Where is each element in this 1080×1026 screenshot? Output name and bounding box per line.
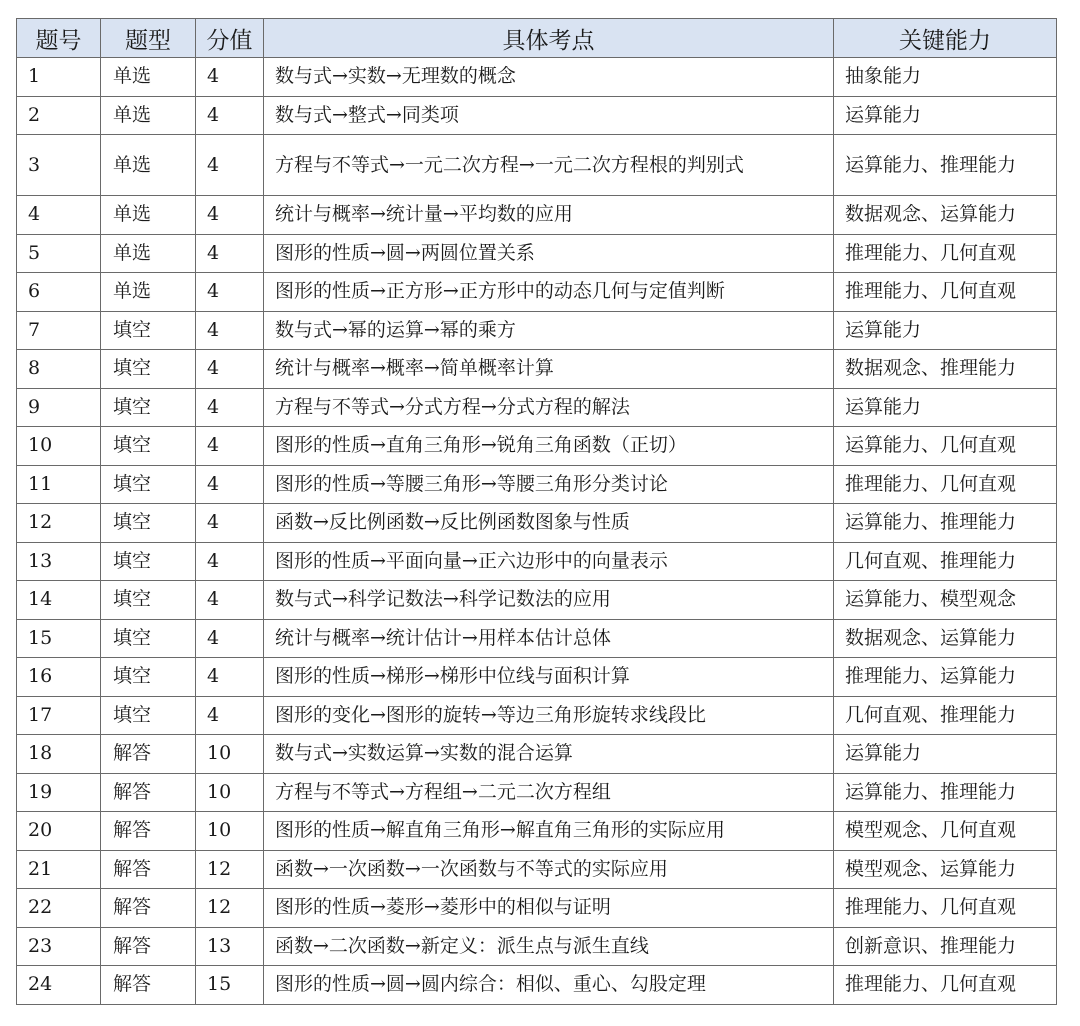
cell-num: 12 — [17, 504, 101, 543]
cell-num: 23 — [17, 927, 101, 966]
cell-score: 4 — [196, 273, 264, 312]
table-row — [17, 388, 1057, 427]
cell-point: 函数→一次函数→一次函数与不等式的实际应用 — [264, 850, 834, 889]
cell-score: 12 — [196, 850, 264, 889]
cell-point: 数与式→实数→无理数的概念 — [264, 58, 834, 97]
table-row — [17, 927, 1057, 966]
cell-type: 填空 — [101, 542, 196, 581]
cell-ability: 推理能力、运算能力 — [834, 658, 1057, 697]
cell-score: 10 — [196, 735, 264, 774]
cell-ability: 运算能力、推理能力 — [834, 504, 1057, 543]
cell-type: 填空 — [101, 388, 196, 427]
cell-type: 单选 — [101, 273, 196, 312]
cell-point: 方程与不等式→一元二次方程→一元二次方程根的判别式 — [264, 135, 834, 196]
cell-type: 解答 — [101, 735, 196, 774]
table-row — [17, 889, 1057, 928]
cell-score: 10 — [196, 812, 264, 851]
cell-type: 单选 — [101, 196, 196, 235]
cell-num: 4 — [17, 196, 101, 235]
cell-point: 数与式→整式→同类项 — [264, 96, 834, 135]
table-row — [17, 504, 1057, 543]
cell-point: 图形的性质→梯形→梯形中位线与面积计算 — [264, 658, 834, 697]
table-row — [17, 311, 1057, 350]
cell-num: 20 — [17, 812, 101, 851]
cell-ability: 运算能力 — [834, 96, 1057, 135]
table-row — [17, 850, 1057, 889]
cell-num: 7 — [17, 311, 101, 350]
cell-num: 5 — [17, 234, 101, 273]
table-row — [17, 812, 1057, 851]
cell-num: 15 — [17, 619, 101, 658]
table-row — [17, 58, 1057, 97]
cell-ability: 运算能力、模型观念 — [834, 581, 1057, 620]
cell-score: 4 — [196, 311, 264, 350]
cell-num: 13 — [17, 542, 101, 581]
cell-num: 24 — [17, 966, 101, 1005]
table-row — [17, 581, 1057, 620]
cell-ability: 数据观念、运算能力 — [834, 619, 1057, 658]
cell-score: 4 — [196, 196, 264, 235]
cell-point: 统计与概率→统计量→平均数的应用 — [264, 196, 834, 235]
cell-point: 图形的性质→圆→两圆位置关系 — [264, 234, 834, 273]
table-header-row — [17, 19, 1057, 58]
cell-point: 图形的性质→正方形→正方形中的动态几何与定值判断 — [264, 273, 834, 312]
cell-point: 函数→二次函数→新定义：派生点与派生直线 — [264, 927, 834, 966]
cell-score: 4 — [196, 234, 264, 273]
cell-type: 解答 — [101, 850, 196, 889]
cell-ability: 创新意识、推理能力 — [834, 927, 1057, 966]
cell-type: 填空 — [101, 465, 196, 504]
exam-analysis-table — [16, 18, 1057, 1005]
cell-point: 数与式→幂的运算→幂的乘方 — [264, 311, 834, 350]
cell-type: 填空 — [101, 504, 196, 543]
table-row — [17, 735, 1057, 774]
table-row — [17, 696, 1057, 735]
cell-num: 9 — [17, 388, 101, 427]
table-row — [17, 196, 1057, 235]
cell-score: 13 — [196, 927, 264, 966]
cell-type: 填空 — [101, 619, 196, 658]
cell-type: 填空 — [101, 581, 196, 620]
cell-score: 15 — [196, 966, 264, 1005]
table-row — [17, 542, 1057, 581]
header-point: 具体考点 — [264, 19, 834, 58]
cell-score: 4 — [196, 465, 264, 504]
cell-ability: 运算能力 — [834, 311, 1057, 350]
table-row — [17, 234, 1057, 273]
cell-score: 12 — [196, 889, 264, 928]
cell-ability: 运算能力 — [834, 388, 1057, 427]
cell-type: 填空 — [101, 427, 196, 466]
cell-num: 3 — [17, 135, 101, 196]
cell-ability: 推理能力、几何直观 — [834, 465, 1057, 504]
cell-num: 8 — [17, 350, 101, 389]
cell-score: 4 — [196, 58, 264, 97]
cell-num: 17 — [17, 696, 101, 735]
cell-type: 填空 — [101, 350, 196, 389]
cell-type: 解答 — [101, 812, 196, 851]
cell-ability: 几何直观、推理能力 — [834, 696, 1057, 735]
cell-score: 10 — [196, 773, 264, 812]
cell-point: 函数→反比例函数→反比例函数图象与性质 — [264, 504, 834, 543]
cell-type: 解答 — [101, 889, 196, 928]
cell-type: 单选 — [101, 96, 196, 135]
cell-type: 单选 — [101, 135, 196, 196]
cell-num: 6 — [17, 273, 101, 312]
cell-ability: 抽象能力 — [834, 58, 1057, 97]
cell-ability: 运算能力 — [834, 735, 1057, 774]
cell-num: 11 — [17, 465, 101, 504]
cell-type: 填空 — [101, 696, 196, 735]
cell-num: 10 — [17, 427, 101, 466]
cell-point: 图形的性质→直角三角形→锐角三角函数（正切） — [264, 427, 834, 466]
cell-ability: 推理能力、几何直观 — [834, 273, 1057, 312]
table-row — [17, 773, 1057, 812]
cell-score: 4 — [196, 542, 264, 581]
cell-num: 1 — [17, 58, 101, 97]
exam-analysis-table-container — [16, 18, 1056, 1005]
cell-num: 21 — [17, 850, 101, 889]
cell-ability: 运算能力、推理能力 — [834, 773, 1057, 812]
cell-num: 2 — [17, 96, 101, 135]
table-row — [17, 658, 1057, 697]
cell-point: 图形的性质→解直角三角形→解直角三角形的实际应用 — [264, 812, 834, 851]
table-row — [17, 966, 1057, 1005]
header-num: 题号 — [17, 19, 101, 58]
cell-score: 4 — [196, 96, 264, 135]
cell-point: 方程与不等式→方程组→二元二次方程组 — [264, 773, 834, 812]
cell-ability: 数据观念、推理能力 — [834, 350, 1057, 389]
cell-point: 统计与概率→统计估计→用样本估计总体 — [264, 619, 834, 658]
cell-score: 4 — [196, 658, 264, 697]
cell-ability: 几何直观、推理能力 — [834, 542, 1057, 581]
cell-score: 4 — [196, 581, 264, 620]
cell-point: 图形的性质→圆→圆内综合：相似、重心、勾股定理 — [264, 966, 834, 1005]
cell-score: 4 — [196, 388, 264, 427]
cell-ability: 模型观念、几何直观 — [834, 812, 1057, 851]
cell-type: 单选 — [101, 234, 196, 273]
cell-type: 解答 — [101, 773, 196, 812]
table-body — [17, 58, 1057, 1005]
table-row — [17, 619, 1057, 658]
table-row — [17, 427, 1057, 466]
cell-type: 填空 — [101, 658, 196, 697]
table-row — [17, 465, 1057, 504]
cell-ability: 运算能力、几何直观 — [834, 427, 1057, 466]
cell-score: 4 — [196, 350, 264, 389]
cell-type: 单选 — [101, 58, 196, 97]
cell-ability: 数据观念、运算能力 — [834, 196, 1057, 235]
cell-type: 解答 — [101, 966, 196, 1005]
cell-score: 4 — [196, 504, 264, 543]
cell-score: 4 — [196, 427, 264, 466]
cell-num: 19 — [17, 773, 101, 812]
cell-num: 14 — [17, 581, 101, 620]
cell-point: 数与式→实数运算→实数的混合运算 — [264, 735, 834, 774]
table-row — [17, 350, 1057, 389]
table-row — [17, 135, 1057, 196]
header-ability: 关键能力 — [834, 19, 1057, 58]
cell-point: 图形的性质→菱形→菱形中的相似与证明 — [264, 889, 834, 928]
cell-num: 18 — [17, 735, 101, 774]
table-row — [17, 96, 1057, 135]
cell-point: 图形的变化→图形的旋转→等边三角形旋转求线段比 — [264, 696, 834, 735]
cell-point: 图形的性质→平面向量→正六边形中的向量表示 — [264, 542, 834, 581]
cell-point: 图形的性质→等腰三角形→等腰三角形分类讨论 — [264, 465, 834, 504]
cell-ability: 推理能力、几何直观 — [834, 889, 1057, 928]
cell-point: 方程与不等式→分式方程→分式方程的解法 — [264, 388, 834, 427]
cell-type: 解答 — [101, 927, 196, 966]
cell-score: 4 — [196, 619, 264, 658]
cell-score: 4 — [196, 135, 264, 196]
cell-num: 22 — [17, 889, 101, 928]
cell-score: 4 — [196, 696, 264, 735]
cell-ability: 推理能力、几何直观 — [834, 234, 1057, 273]
cell-ability: 推理能力、几何直观 — [834, 966, 1057, 1005]
cell-type: 填空 — [101, 311, 196, 350]
cell-ability: 模型观念、运算能力 — [834, 850, 1057, 889]
table-row — [17, 273, 1057, 312]
cell-ability: 运算能力、推理能力 — [834, 135, 1057, 196]
cell-point: 数与式→科学记数法→科学记数法的应用 — [264, 581, 834, 620]
header-score: 分值 — [196, 19, 264, 58]
header-type: 题型 — [101, 19, 196, 58]
cell-num: 16 — [17, 658, 101, 697]
cell-point: 统计与概率→概率→简单概率计算 — [264, 350, 834, 389]
